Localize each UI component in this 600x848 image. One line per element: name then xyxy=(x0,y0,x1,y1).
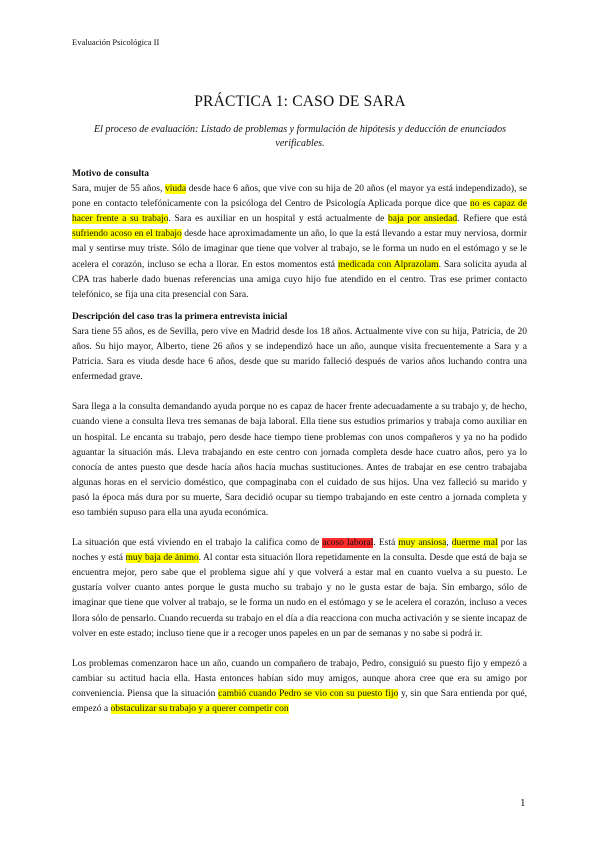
highlight-yellow: baja por ansiedad xyxy=(388,214,458,225)
text-run: La situación que está viviendo en el trabajo la califica como de xyxy=(72,538,323,549)
paragraph-descripcion-2: Sara llega a la consulta demandando ayuda porque no es capaz de hacer frente adecuadamente a su trabajo y, de hecho, cuando viene a consulta lleva tres semanas de baja laboral. Ella tiene sus estudios primarios y trabaja como auxiliar en un hospital. Le encanta su trabajo, pero desde hace tiempo tiene problemas con unos compañeros y ya no ha podido aguantar la situación más. Lleva trabajando en este centro con jornada completa desde hace cuatro años, pero ya lo conocía de antes puesto que desde hacía años hacía muchas sustituciones. Antes de trabajar en ese centro trabajaba algunas horas en el servicio doméstico, que compaginaba con el cuidado de sus hijos. Una vez falleció su marido y pasó la época más dura por su muerte, Sara decidió ocupar su tiempo trabajando en este centro a jornada completa y eso también supuso para ella una ayuda económica. xyxy=(72,402,527,518)
paragraph-descripcion-3 xyxy=(72,536,527,642)
highlight-yellow: sufriendo acoso en el trabajo xyxy=(72,229,182,240)
text-run: . Al contar esta situación llora repetidamente en la consulta. Desde que está de baja se encuentra mejor, pero sabe que el problema sigue ahí y que volverá a estar mal en cuanto vuelva a su puesto. Le gustaría volver cuanto antes porque le gusta mucho su trabajo y no le gusta estar de baja. Sin embargo, sólo de imaginar que tiene que volver al trabajo, se le forma un nudo en el estómago y se le acelera el corazón, incluso a veces llora sólo de pensarlo. Cuando recuerda su trabajo en el día a día reacciona con mucha activación y se siente incapaz de volver en este estado; incluso tiene que ir a recoger unos papeles en un par de semanas y no sabe si podrá ir. xyxy=(72,553,527,639)
highlight-yellow: duerme mal xyxy=(451,538,498,549)
text-run: por las noches y está xyxy=(72,538,528,564)
text-run: . Sara solicita ayuda al CPA tras haberle dado buenas referencias una amiga cuyo hijo fue atendido en el centro. Tras ese primer contacto telefónico, se fija una cita presencial con Sara. xyxy=(72,259,527,300)
paragraph-descripcion-4 xyxy=(72,657,527,717)
text-run: , xyxy=(446,538,452,549)
document-body xyxy=(72,167,527,717)
page-number: 1 xyxy=(520,797,526,809)
section-heading-motivo: Motivo de consulta xyxy=(72,169,150,179)
highlight-yellow: medicada con Alprazolam xyxy=(338,259,439,270)
page-subtitle: El proceso de evaluación: Listado de problemas y formulación de hipótesis y deducción de enunciados verificables. xyxy=(94,124,506,149)
page-title: PRÁCTICA 1: CASO DE SARA xyxy=(194,93,406,110)
paragraph-descripcion-1: Sara tiene 55 años, es de Sevilla, pero vive en Madrid desde los 18 años. Actualmente vive con su hija, Patricia, de 20 años. Su hijo mayor, Alberto, tiene 26 años y se independizó hace un año, aunque visita frecuentemente a Sara y a Patricia. Sara es viuda desde hace 6 años, desde que su marido falleció después de varios años luchando contra una enfermedad grave. xyxy=(72,326,527,383)
section-heading-descripcion: Descripción del caso tras la primera entrevista inicial xyxy=(72,311,288,322)
text-run: desde hace aproximadamente un año, lo que la está llevando a estar muy nerviosa, dormir mal y sentirse muy triste. Sólo de imaginar que tiene que volver al trabajo, se le forma un nudo en el estómago y se le acelera el corazón, incluso se echa a llorar. En estos momentos está xyxy=(72,229,527,270)
text-run: y, sin que Sara entienda por qué, empezó a xyxy=(72,688,527,714)
highlight-yellow: viuda xyxy=(165,184,187,195)
highlight-yellow: cambió cuando Pedro se vio con su puesto fijo xyxy=(218,688,399,699)
highlight-yellow: obstaculizar su trabajo y a querer competir con xyxy=(110,704,289,714)
spacer xyxy=(72,303,527,310)
spacer xyxy=(72,642,527,657)
text-run: . Está xyxy=(373,538,399,549)
text-run: . Sara es auxiliar en un hospital y está actualmente de xyxy=(168,214,389,225)
text-run: desde hace 6 años, que vive con su hija de 20 años (el mayor ya está independizado), se pone en contacto telefónicamente con la psicóloga del Centro de Psicología Aplicada porque dice que xyxy=(72,184,527,210)
highlight-yellow: muy baja de ánimo xyxy=(125,553,199,564)
spacer xyxy=(72,385,527,400)
text-run: . Refiere que está xyxy=(457,214,527,225)
running-header: Evaluación Psicológica II xyxy=(72,37,160,47)
highlight-yellow: muy ansiosa xyxy=(398,538,447,549)
text-run: Sara, mujer de 55 años, xyxy=(72,184,166,195)
text-run: Los problemas comenzaron hace un año, cuando un compañero de trabajo, Pedro, consiguió su puesto fijo y empezó a cambiar su actitud hacia ella. Hasta entonces habían sido muy amigos, aunque ahora cree que era su amigo por conveniencia. Piensa que la situación xyxy=(72,658,527,699)
spacer xyxy=(72,521,527,536)
highlight-yellow: no es capaz de hacer frente a su trabajo xyxy=(72,199,528,225)
highlight-red: acoso laboral xyxy=(322,538,374,549)
paragraph-motivo xyxy=(72,182,527,303)
